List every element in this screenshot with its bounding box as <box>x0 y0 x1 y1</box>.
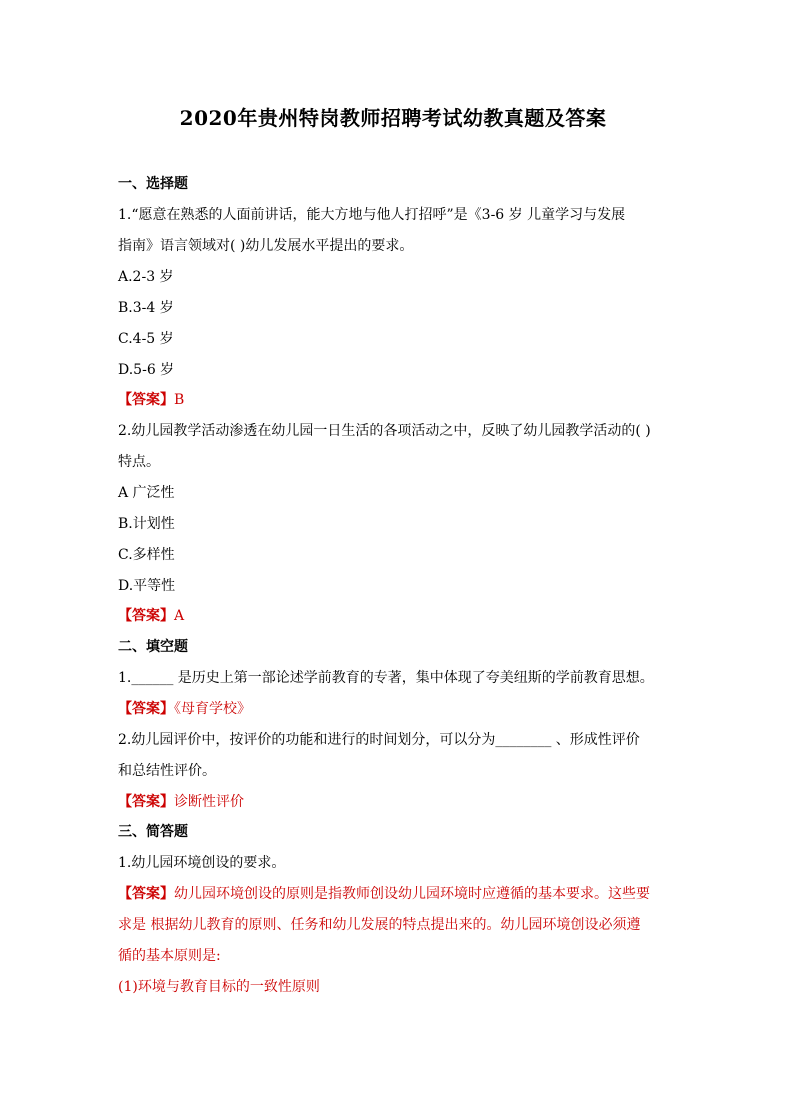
answer-value: A <box>174 608 185 624</box>
section-heading-short-answer: 三、简答题 <box>118 824 188 840</box>
answer-value: B <box>174 392 185 408</box>
question-1-option-c: C.4-5 岁 <box>118 331 174 347</box>
answer-value: 幼儿园环境创设的原则是指教师创设幼儿园环境时应遵循的基本要求。这些要 <box>174 886 650 902</box>
answer-label: 【答案】 <box>118 608 174 624</box>
document-title: 2020年贵州特岗教师招聘考试幼教真题及答案 <box>179 106 607 130</box>
short-answer-1-answer-line-2: 求是 根据幼儿教育的原则、任务和幼儿发展的特点提出来的。幼儿园环境创设必须遵 <box>118 917 641 933</box>
answer-label: 【答案】 <box>118 701 174 717</box>
question-1-option-a: A.2-3 岁 <box>118 269 174 285</box>
fill-2-answer <box>118 792 244 812</box>
question-2-option-d: D.平等性 <box>118 578 176 594</box>
answer-label: 【答案】 <box>118 794 174 810</box>
question-2-text-line-1: 2.幼儿园教学活动渗透在幼儿园一日生活的各项活动之中，反映了幼儿园教学活动的( ) <box>118 423 651 439</box>
fill-2-text-line-2: 和总结性评价。 <box>118 763 216 779</box>
question-1-text-line-2: 指南》语言领域对( )幼儿发展水平提出的要求。 <box>118 238 414 254</box>
fill-1-answer <box>118 699 251 719</box>
question-1-text-line-1: 1.“愿意在熟悉的人面前讲话，能大方地与他人打招呼”是《3-6 岁 儿童学习与发展 <box>118 207 626 223</box>
short-answer-1-answer-line-1 <box>118 884 650 904</box>
question-1-option-b: B.3-4 岁 <box>118 300 174 316</box>
section-heading-fill: 二、填空题 <box>118 639 188 655</box>
short-answer-1-question: 1.幼儿园环境创设的要求。 <box>118 855 286 871</box>
short-answer-1-answer-line-4: (1)环境与教育目标的一致性原则 <box>118 979 320 995</box>
question-2-option-a: A 广泛性 <box>118 485 175 501</box>
question-2-option-b: B.计划性 <box>118 516 175 532</box>
answer-value: 诊断性评价 <box>174 794 244 810</box>
question-2-option-c: C.多样性 <box>118 547 175 563</box>
short-answer-1-answer-line-3: 循的基本原则是: <box>118 948 221 964</box>
question-1-answer <box>118 390 184 410</box>
fill-2-text-line-1: 2.幼儿园评价中，按评价的功能和进行的时间划分，可以分为________ 、形成性评价 <box>118 732 640 748</box>
answer-value: 《母育学校》 <box>174 701 251 717</box>
section-heading-choice: 一、选择题 <box>118 176 188 192</box>
question-2-text-line-2: 特点。 <box>118 454 160 470</box>
question-2-answer <box>118 606 184 626</box>
fill-1-text: 1.______ 是历史上第一部论述学前教育的专著，集中体现了夸美纽斯的学前教育思想。 <box>118 670 654 686</box>
question-1-option-d: D.5-6 岁 <box>118 362 175 378</box>
answer-label: 【答案】 <box>118 392 174 408</box>
answer-label: 【答案】 <box>118 886 174 902</box>
